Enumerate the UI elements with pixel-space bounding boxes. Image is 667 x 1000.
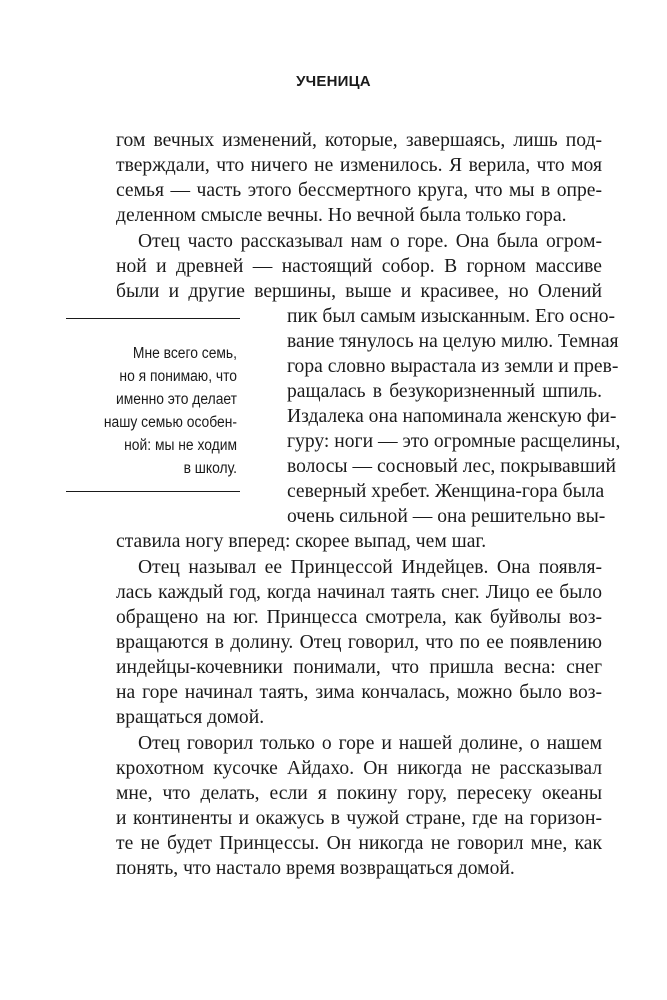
body-line: Отец говорил только о горе и нашей долине, о нашем [138,733,602,754]
body-line: Отец называл ее Принцессой Индейцев. Она появля- [138,557,602,578]
body-line: Отец часто рассказывал нам о горе. Она была огром- [138,231,602,252]
body-line: обращено на юг. Принцесса смотрела, как буйволы воз- [116,607,602,628]
body-line: пик был самым изысканным. Его осно- [287,306,616,327]
body-line: северный хребет. Женщина-гора была [287,481,605,502]
body-line: те не будет Принцессы. Он никогда не говорил мне, как [116,833,602,854]
body-line: вращаться домой. [116,707,265,728]
body-line: очень сильной — она решительно вы- [287,506,606,527]
pull-quote-top-rule [66,318,240,319]
running-header: УЧЕНИЦА [296,73,371,90]
body-line: на горе начинал таять, зима кончалась, можно было воз- [116,682,602,703]
body-line: вращаются в долину. Отец говорил, что по ее появлению [116,632,602,653]
body-line: индейцы-кочевники понимали, что пришла весна: снег [116,657,602,678]
pull-quote-line: нашу семью особен- [103,414,237,431]
body-line: лась каждый год, когда начинал таять снег. Лицо ее было [116,582,602,603]
pull-quote-line: именно это делает [115,391,237,408]
pull-quote-line: но я понимаю, что [119,368,237,385]
body-line: деленном смысле вечны. Но вечной была только гора. [116,205,567,226]
body-line: вание тянулось на целую милю. Темная [287,331,619,352]
body-line: волосы — сосновый лес, покрывавший [287,456,616,477]
body-line: Издалека она напоминала женскую фи- [287,406,617,427]
body-line: ставила ногу вперед: скорее выпад, чем шаг. [116,531,487,552]
body-line: тверждали, что ничего не изменилось. Я верила, что моя [116,155,602,176]
body-line: гом вечных изменений, которые, завершаясь, лишь под- [116,130,602,151]
body-line: были и другие вершины, выше и красивее, но Олений [116,281,602,302]
pull-quote-line: Мне всего семь, [132,345,237,362]
body-line: гора словно вырастала из земли и прев- [287,356,619,377]
body-line: понять, что настало время возвращаться домой. [116,858,515,879]
body-line: крохотном кусочке Айдахо. Он никогда не рассказывал [116,758,602,779]
body-line: семья — часть этого бессмертного круга, что мы в опре- [116,180,602,201]
body-line: мне, что делать, если я покину гору, пересеку океаны [116,783,602,804]
body-line: и континенты и окажусь в чужой стране, где на горизон- [116,808,602,829]
pull-quote-line: в школу. [183,460,237,477]
body-line: ной и древней — настоящий собор. В горном массиве [116,256,602,277]
body-line: ращалась в безукоризненный шпиль. [287,381,602,402]
body-line: гуру: ноги — это огромные расщелины, [287,431,621,452]
pull-quote-line: ной: мы не ходим [124,437,237,454]
pull-quote-bottom-rule [66,491,240,492]
